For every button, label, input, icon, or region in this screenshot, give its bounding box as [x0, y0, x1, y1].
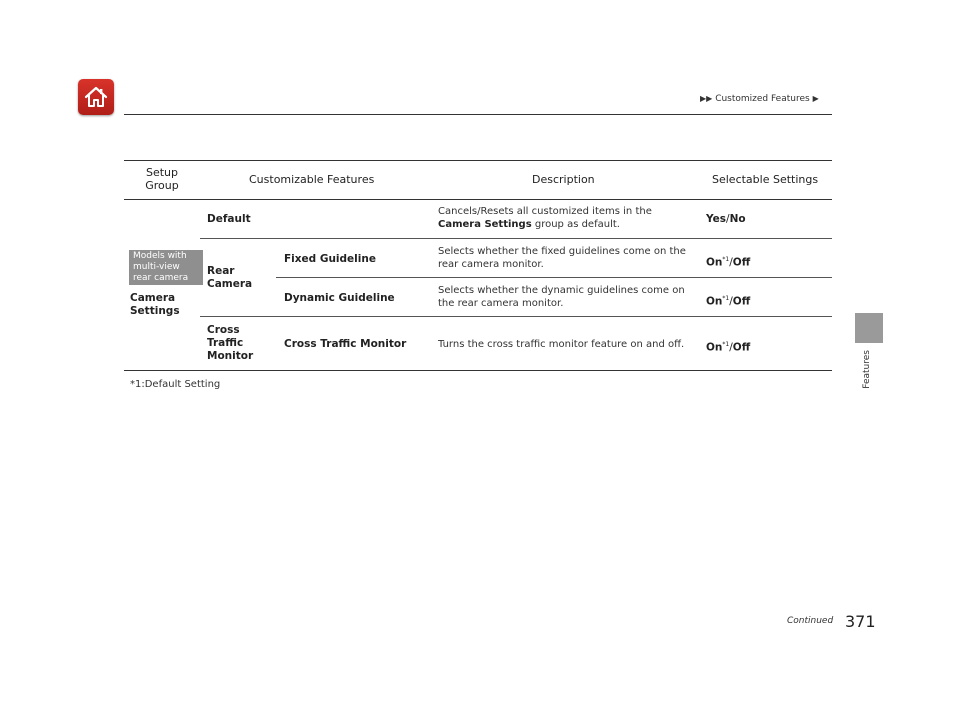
row-divider [276, 277, 832, 278]
description-bold-term: Camera Settings [438, 218, 532, 230]
setting-on: On [706, 341, 723, 354]
setting-dynamic-guideline [706, 292, 750, 309]
row-divider [200, 316, 832, 317]
home-icon [83, 85, 109, 109]
breadcrumb-arrow-icon: ▶ [812, 94, 819, 103]
setting-fixed-guideline [706, 253, 750, 270]
header-selectable-settings: Selectable Settings [712, 173, 819, 186]
home-button[interactable] [78, 79, 114, 115]
footnote-mark: *1 [722, 341, 730, 348]
description-default [438, 206, 688, 231]
subgroup-cross-traffic-monitor: Cross Traffic Monitor [207, 324, 254, 362]
model-badge: Models with multi-view rear camera [129, 250, 203, 285]
feature-cross-traffic-monitor: Cross Traffic Monitor [284, 338, 407, 350]
table-bottom-rule [124, 370, 832, 371]
page-number: 371 [845, 612, 876, 631]
breadcrumb [700, 94, 819, 104]
breadcrumb-arrow-icon: ▶▶ [700, 94, 713, 103]
footnote-mark: *1 [722, 256, 730, 263]
section-tab-label: Features [862, 350, 872, 389]
breadcrumb-link[interactable]: Customized Features [715, 94, 810, 104]
setting-separator: / [729, 295, 733, 308]
description-text: Cancels/Resets all customized items in the [438, 206, 652, 217]
header-customizable-features: Customizable Features [249, 173, 375, 186]
subgroup-rear-camera: Rear Camera [207, 265, 253, 290]
setting-separator: / [729, 341, 733, 354]
description-text: group as default. [534, 218, 620, 230]
setting-on: On [706, 256, 723, 269]
setting-off: Off [732, 341, 751, 354]
setting-no: No [729, 213, 746, 225]
description-dynamic-guideline: Selects whether the dynamic guidelines come on the rear camera monitor. [438, 285, 685, 309]
setting-cross-traffic-monitor [706, 338, 750, 355]
description-cross-traffic-monitor: Turns the cross traffic monitor feature on and off. [438, 339, 685, 350]
feature-default: Default [207, 213, 251, 225]
setting-separator: / [726, 213, 730, 225]
table-top-rule [124, 160, 832, 161]
section-tab[interactable] [855, 313, 883, 343]
feature-fixed-guideline: Fixed Guideline [284, 253, 376, 265]
feature-dynamic-guideline: Dynamic Guideline [284, 292, 395, 304]
setting-yes: Yes [706, 213, 727, 225]
table-header-rule [124, 199, 832, 200]
header-description: Description [532, 173, 595, 186]
continued-label: Continued [787, 616, 834, 626]
setting-separator: / [729, 256, 733, 269]
setting-off: Off [732, 295, 751, 308]
setup-group-name: Camera Settings [130, 292, 180, 317]
header-setup-group: Setup Group [145, 166, 179, 192]
setting-off: Off [732, 256, 751, 269]
setting-default [706, 213, 746, 226]
setting-on: On [706, 295, 723, 308]
footnote: *1:Default Setting [130, 379, 221, 390]
header-divider [124, 114, 832, 115]
description-fixed-guideline: Selects whether the fixed guidelines come on the rear camera monitor. [438, 246, 686, 270]
footnote-mark: *1 [722, 295, 730, 302]
row-divider [200, 238, 832, 239]
